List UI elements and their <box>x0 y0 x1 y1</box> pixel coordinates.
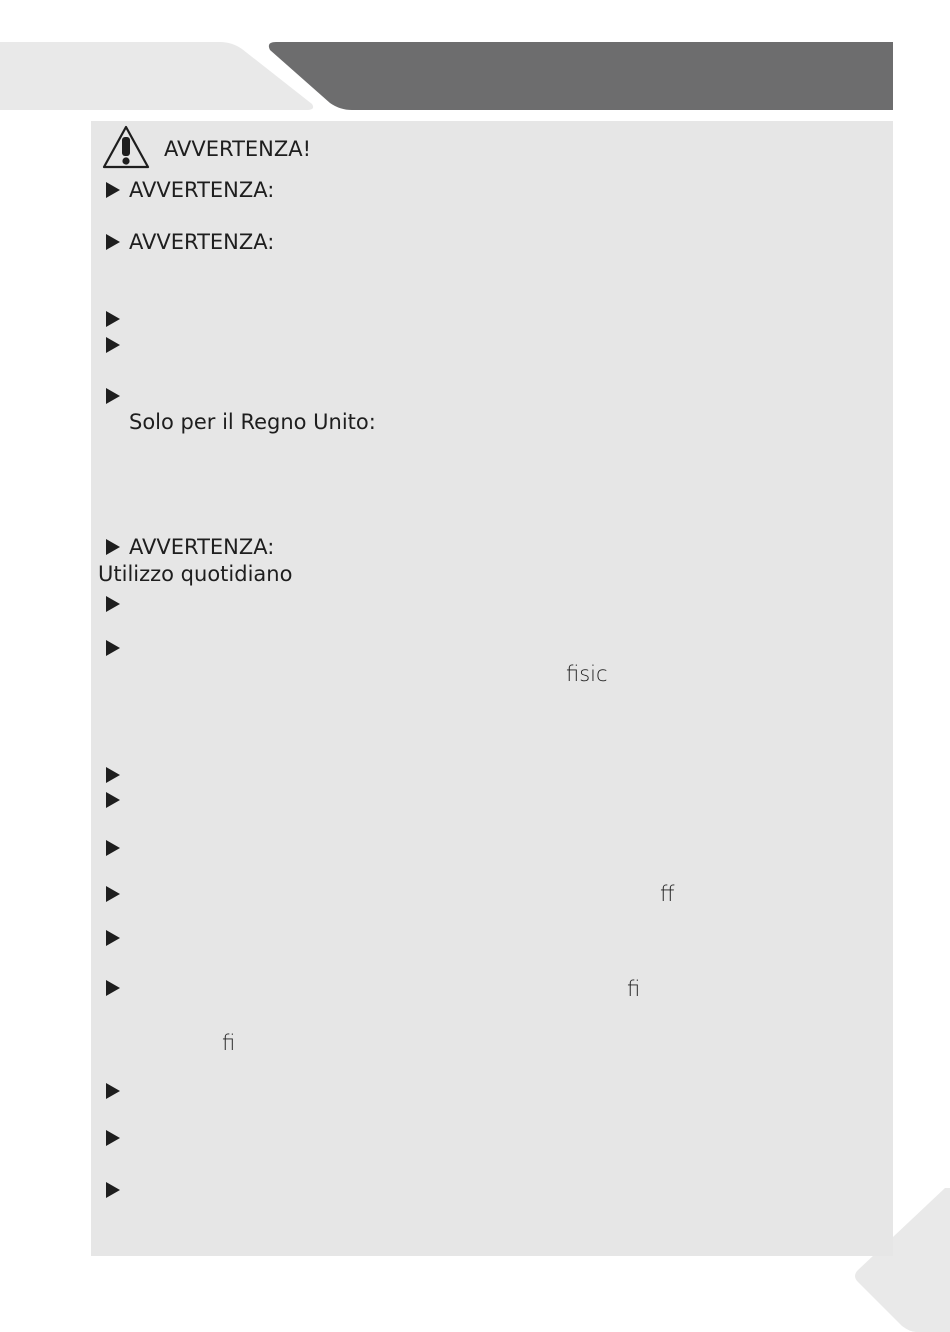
bullet-triangle-icon <box>106 1130 120 1146</box>
bullet-triangle-icon <box>106 311 120 327</box>
bullet-triangle-icon <box>106 980 120 996</box>
bullet-triangle-icon <box>106 388 120 404</box>
ligature-fragment: fi <box>222 1031 236 1055</box>
ligature-fragment: fi <box>627 977 641 1001</box>
section-title: Utilizzo quotidiano <box>98 562 293 586</box>
ligature-fragment: fisic <box>566 662 608 686</box>
bullet-triangle-icon <box>106 767 120 783</box>
uk-only-label: Solo per il Regno Unito: <box>129 410 376 434</box>
bullet-triangle-icon <box>106 886 120 902</box>
bullet-triangle-icon <box>106 792 120 808</box>
warning-heading-text: AVVERTENZA! <box>164 137 312 161</box>
header-light-tab <box>0 42 313 110</box>
ligature-fragment: ff <box>660 882 675 906</box>
bullet-triangle-icon <box>106 182 120 198</box>
bullet-warning-3: AVVERTENZA: <box>129 535 275 559</box>
bullet-triangle-icon <box>106 840 120 856</box>
bullet-triangle-icon <box>106 234 120 250</box>
bullet-warning-2: AVVERTENZA: <box>129 230 275 254</box>
bullet-triangle-icon <box>106 596 120 612</box>
content-panel <box>91 121 893 1256</box>
bullet-triangle-icon <box>106 640 120 656</box>
header-dark-band <box>269 42 893 110</box>
bullet-warning-1: AVVERTENZA: <box>129 178 275 202</box>
header-bar <box>0 0 950 120</box>
bullet-triangle-icon <box>106 337 120 353</box>
bullet-triangle-icon <box>106 1182 120 1198</box>
bullet-triangle-icon <box>106 930 120 946</box>
bullet-triangle-icon <box>106 539 120 555</box>
bullet-triangle-icon <box>106 1083 120 1099</box>
warning-triangle-icon <box>101 124 151 170</box>
